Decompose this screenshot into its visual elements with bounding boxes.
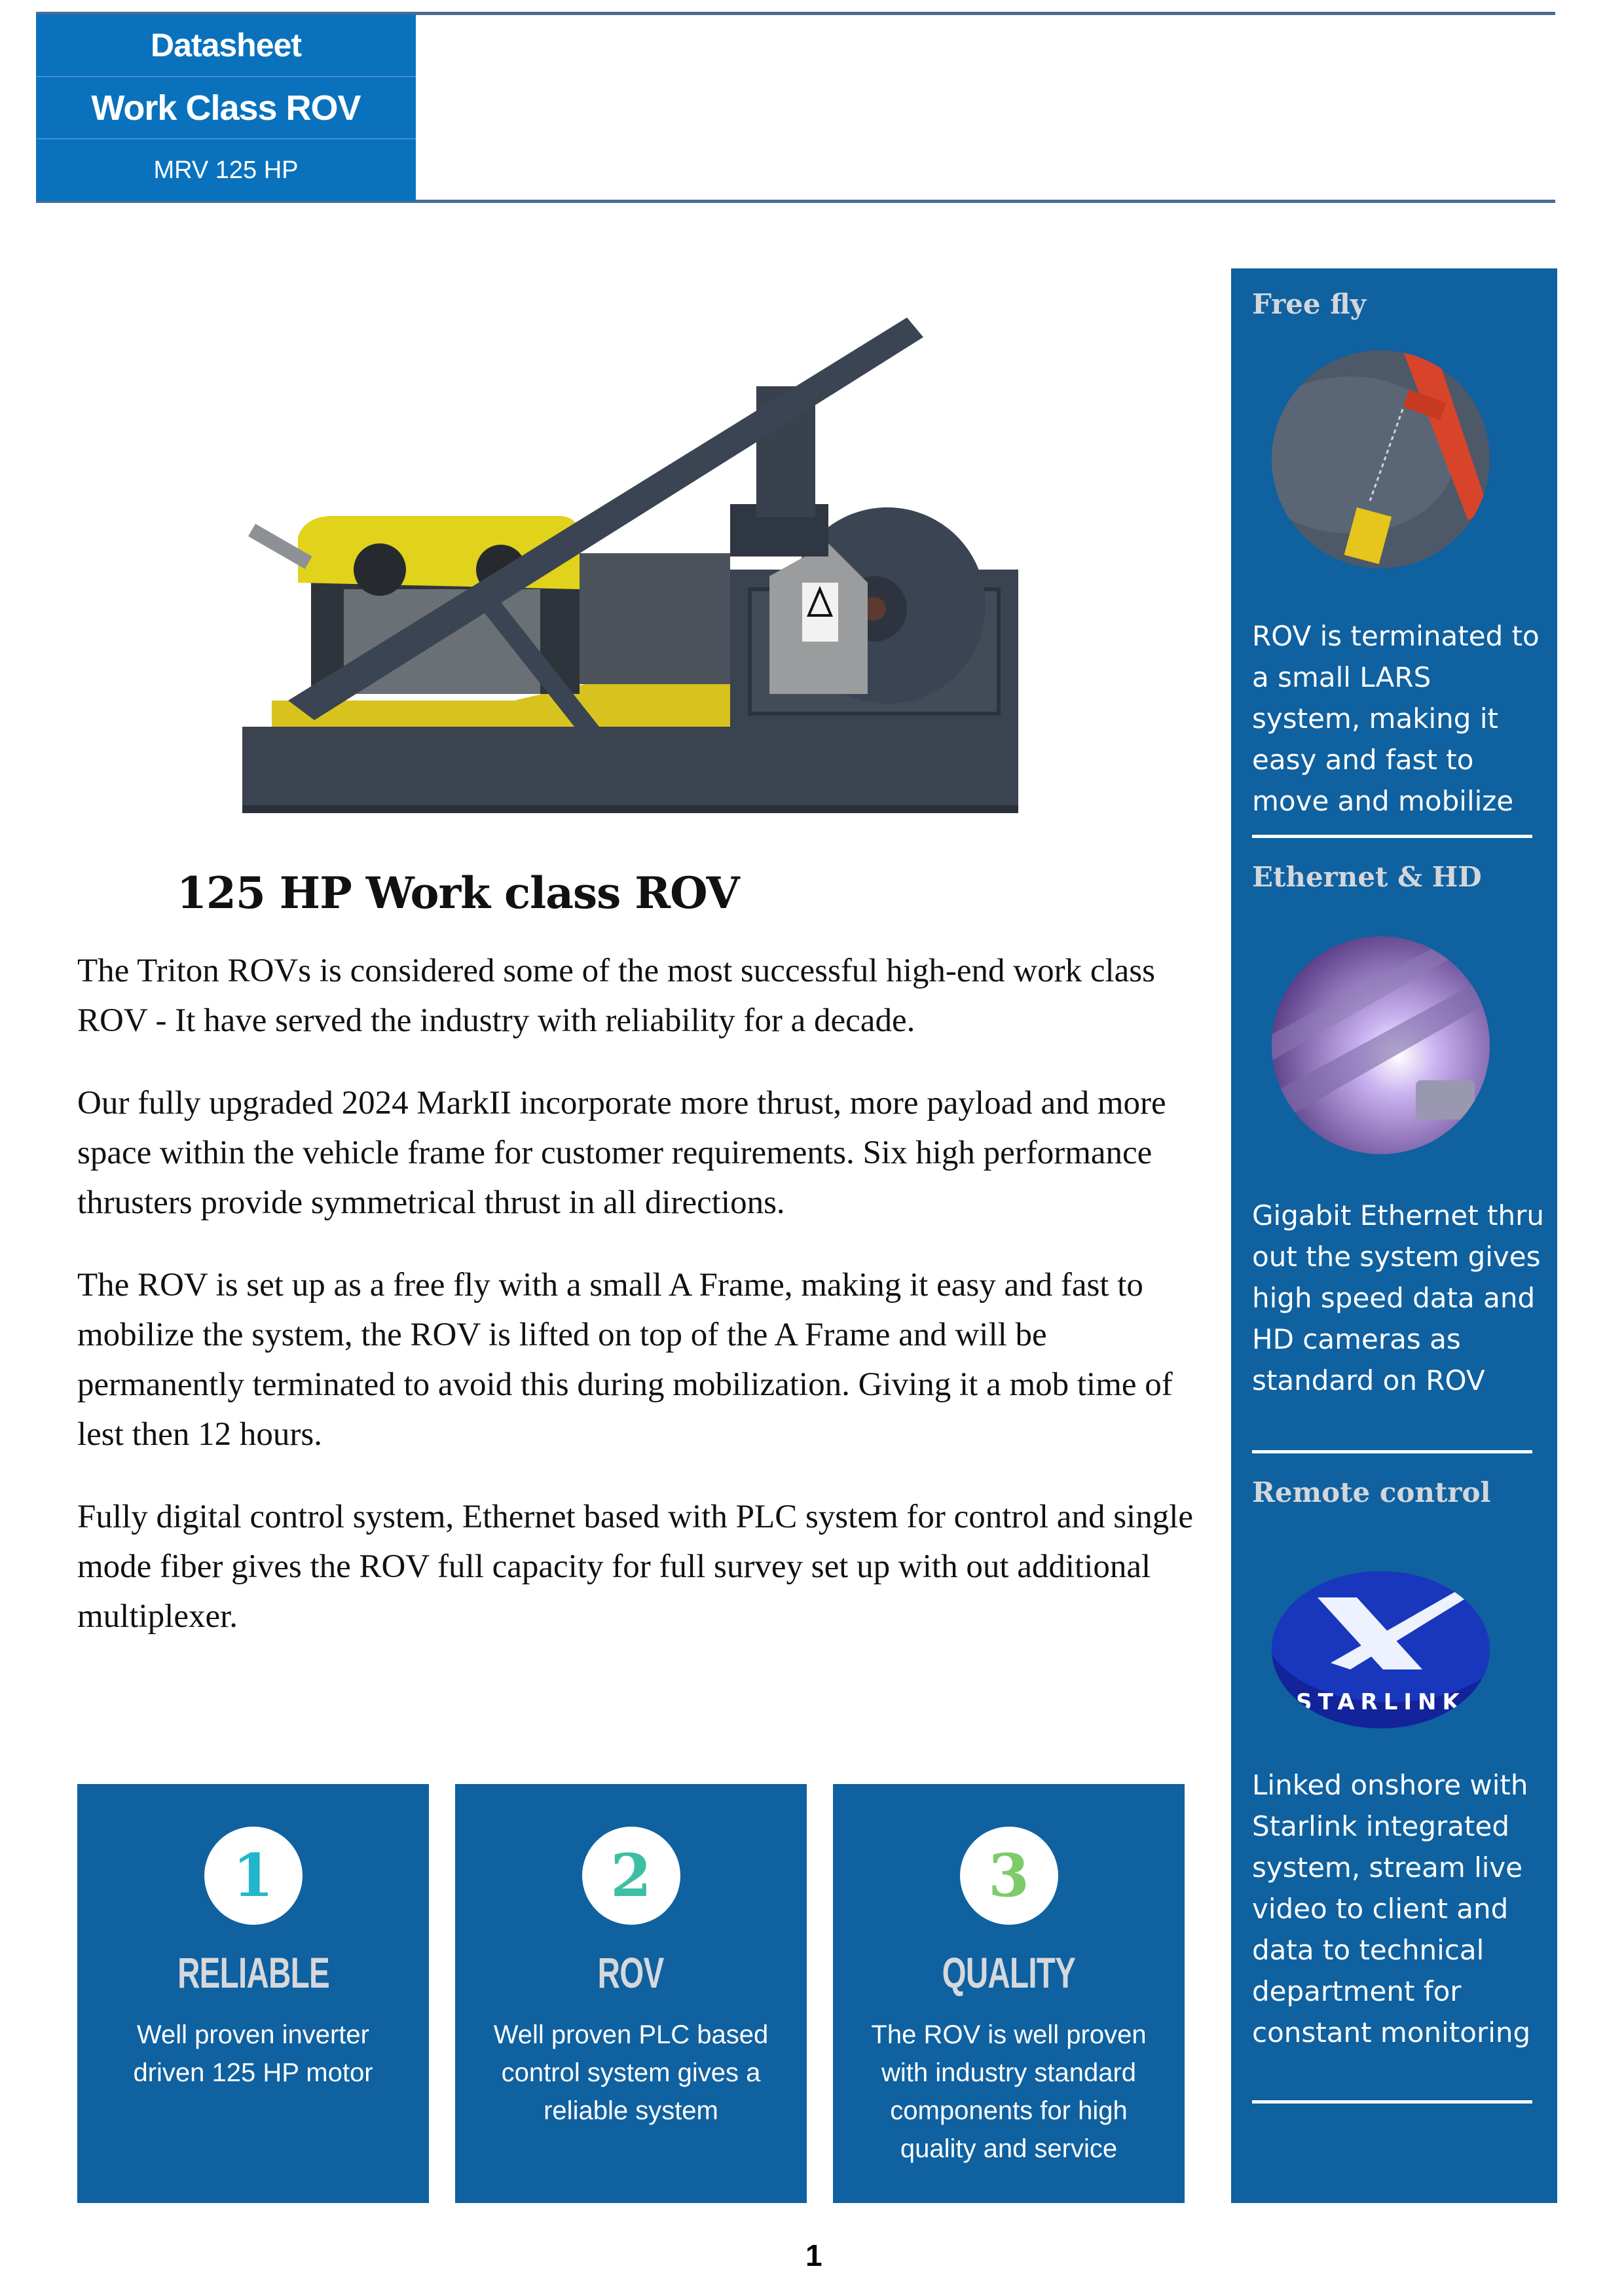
main-title: 125 HP Work class ROV [177, 867, 739, 919]
feature-card-reliable [77, 1784, 429, 2203]
model-label: MRV 125 HP [153, 156, 299, 184]
number-badge: 3 [960, 1827, 1058, 1925]
sidebar-panel [1231, 268, 1557, 2203]
card-text: The ROV is well proven with industry standard components for high quality and service [871, 2020, 1147, 2163]
sidebar-divider [1252, 2100, 1532, 2104]
sidebar-heading-free-fly: Free fly [1252, 288, 1367, 320]
starlink-logo [1272, 1571, 1490, 1728]
product-class-label: Work Class ROV [36, 77, 416, 140]
sidebar-heading-remote-control: Remote control [1252, 1476, 1491, 1508]
paragraph-intro: The Triton ROVs is considered some of the most successful high-end work class ROV - It have served the industry with reliability for a decade. [77, 953, 1155, 1039]
sidebar-text-ethernet-hd: Gigabit Ethernet thru out the system gives high speed data and HD cameras as standard on ROV [1252, 1199, 1545, 1396]
sidebar-text-remote-control: Linked onshore with Starlink integrated system, stream live video to client and data to technical department for constant monitoring [1252, 1769, 1531, 2049]
number-badge: 1 [204, 1827, 303, 1925]
doc-type-label: Datasheet [36, 14, 416, 77]
card-title: RELIABLE [177, 1948, 329, 1997]
page-number: 1 [805, 2238, 822, 2272]
card-title: QUALITY [942, 1948, 1076, 1997]
header-title-block [36, 14, 416, 201]
card-title: ROV [598, 1948, 664, 1997]
sidebar-divider [1252, 835, 1532, 838]
card-text: Well proven inverter driven 125 HP motor [133, 2020, 373, 2087]
ethernet-switch-photo [1272, 936, 1490, 1154]
sidebar-text-free-fly: ROV is terminated to a small LARS system, making it easy and fast to move and mobilize [1252, 620, 1540, 817]
sidebar-divider [1252, 1450, 1532, 1453]
sidebar-heading-ethernet-hd: Ethernet & HD [1252, 861, 1482, 893]
paragraph-upgrade: Our fully upgraded 2024 MarkII incorporate more thrust, more payload and more space within the vehicle frame for customer requirements. Six high performance thrusters provide symmetrical thrust in all directions. [77, 1085, 1166, 1221]
starlink-wordmark: STARLINK [1296, 1689, 1466, 1715]
card-text: Well proven PLC based control system gives a reliable system [493, 2020, 769, 2125]
number-badge: 2 [582, 1827, 680, 1925]
body-text [77, 946, 1217, 1674]
feature-card-quality [833, 1784, 1185, 2203]
feature-card-rov [455, 1784, 807, 2203]
paragraph-control-system: Fully digital control system, Ethernet based with PLC system for control and single mode fiber gives the ROV full capacity for full survey set up with out additional multiplexer. [77, 1499, 1194, 1635]
paragraph-free-fly: The ROV is set up as a free fly with a small A Frame, making it easy and fast to mobilize the system, the ROV is lifted on top of the A Frame and will be permanently terminated to avoid this during mobilization. Giving it a mob time of lest then 12 hours. [77, 1267, 1173, 1453]
rov-hero-image [232, 308, 1031, 831]
lars-deployment-photo [1272, 350, 1490, 568]
